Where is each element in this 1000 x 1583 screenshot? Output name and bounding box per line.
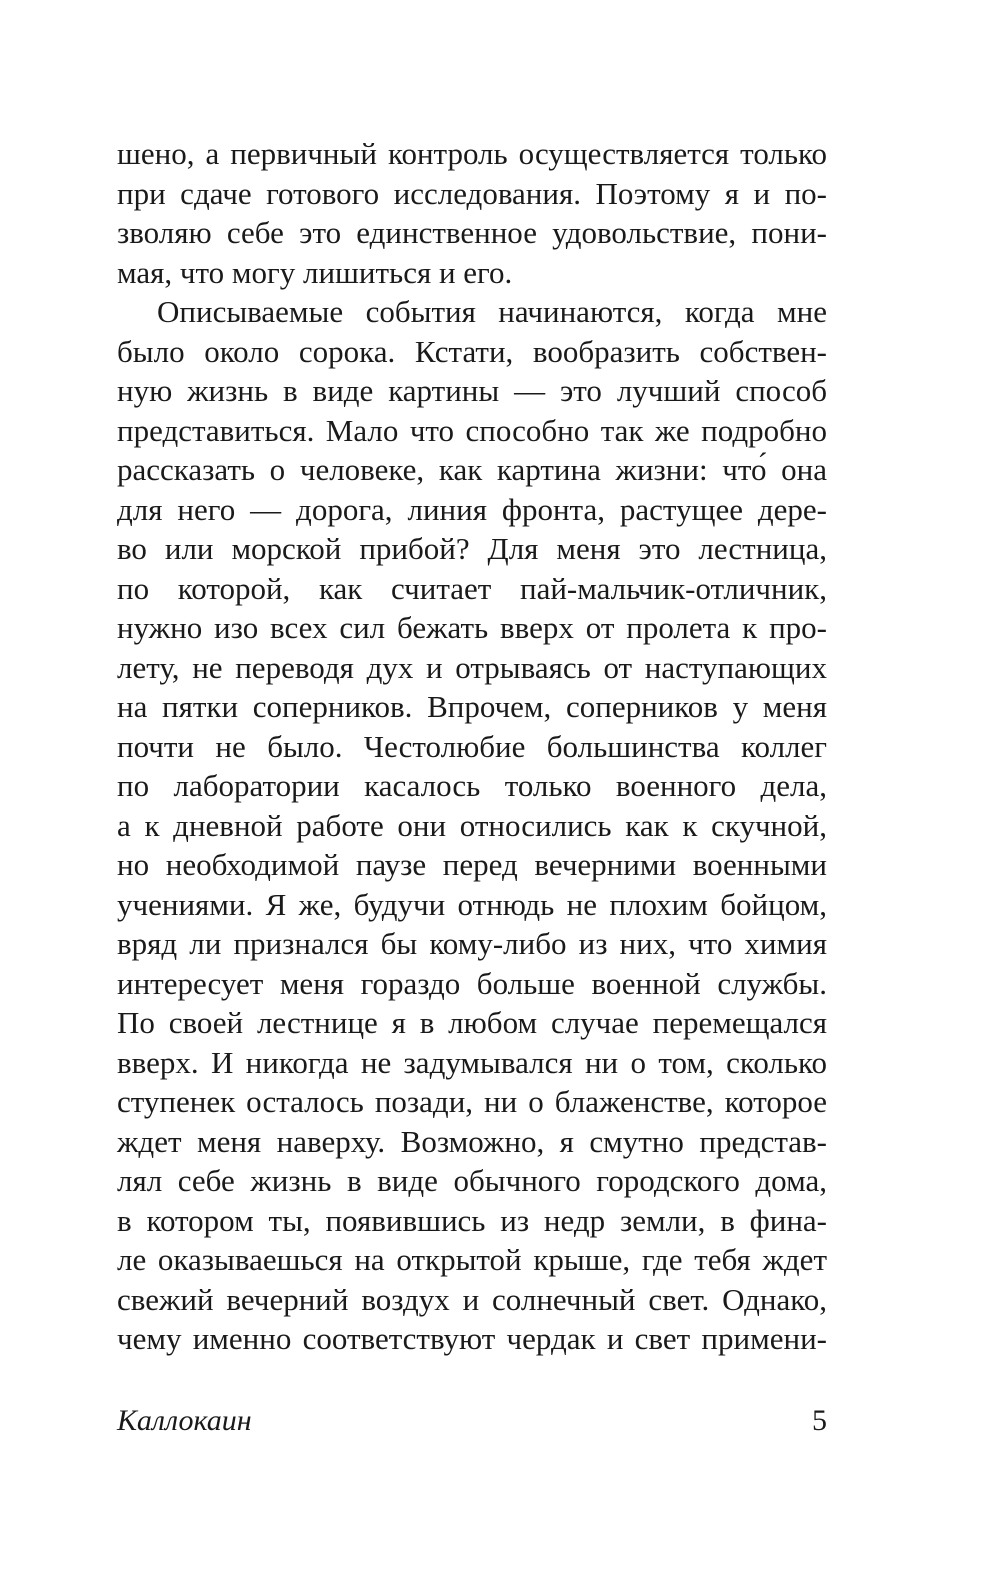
text-line: представиться. Мало что способно так же подробно [117,412,827,448]
running-footer-title: Каллокаин [117,1404,252,1437]
text-line: во или морской прибой? Для меня это лестница, [117,531,827,566]
text-line: рассказать о человеке, как картина жизни: что́ она [117,452,827,487]
text-line: вряд ли признался бы кому-либо из них, что химия [117,926,827,961]
text-line: По своей лестнице я в любом случае перемещался [117,1005,827,1040]
text-line: лету, не переводя дух и отрываясь от наступающих [117,649,827,685]
text-line: по лаборатории касалось только военного дела, [117,768,827,803]
text-line: чему именно соответствуют чердак и свет примени- [117,1321,827,1356]
text-line: ле оказываешься на открытой крыше, где тебя ждет [117,1242,827,1277]
text-line: почти не было. Честолюбие большинства коллег [117,728,827,764]
text-line: по которой, как считает пай-мальчик-отличник, [117,570,827,606]
text-line: при сдаче готового исследования. Поэтому я и по- [117,175,827,211]
text-line: на пятки соперников. Впрочем, соперников у меня [117,689,827,724]
text-line: но необходимой паузе перед вечерними военными [117,847,827,882]
text-line: для него — дорога, линия фронта, растущее дере- [117,491,827,527]
text-line: нужно изо всех сил бежать вверх от пролета к про- [117,610,827,645]
text-line: мая, что могу лишиться и его. [117,254,513,290]
text-line: ступенек осталось позади, ни о блаженстве, которое [117,1084,827,1119]
text-line: в котором ты, появившись из недр земли, в фина- [117,1202,827,1238]
text-line: шено, а первичный контроль осуществляется только [117,136,827,171]
text-line: ную жизнь в виде картины — это лучший способ [117,373,827,408]
text-line: интересует меня гораздо больше военной службы. [117,965,827,1001]
text-line: ждет меня наверху. Возможно, я смутно представ- [117,1123,827,1159]
text-line: а к дневной работе они относились как к скучной, [117,807,827,843]
page-number: 5 [812,1404,827,1437]
text-line: лял себе жизнь в виде обычного городского дома, [117,1163,827,1198]
body-text [117,134,827,1359]
text-line: вверх. И никогда не задумывался ни о том, сколько [117,1044,827,1080]
text-line: было около сорока. Кстати, вообразить собствен- [117,333,827,369]
text-line: свежий вечерний воздух и солнечный свет. Однако, [117,1281,827,1317]
text-line: учениями. Я же, будучи отнюдь не плохим бойцом, [117,886,827,922]
paragraph-first-line: Описываемые события начинаются, когда мне [157,294,827,329]
text-line: зволяю себе это единственное удовольствие, пони- [117,215,827,250]
